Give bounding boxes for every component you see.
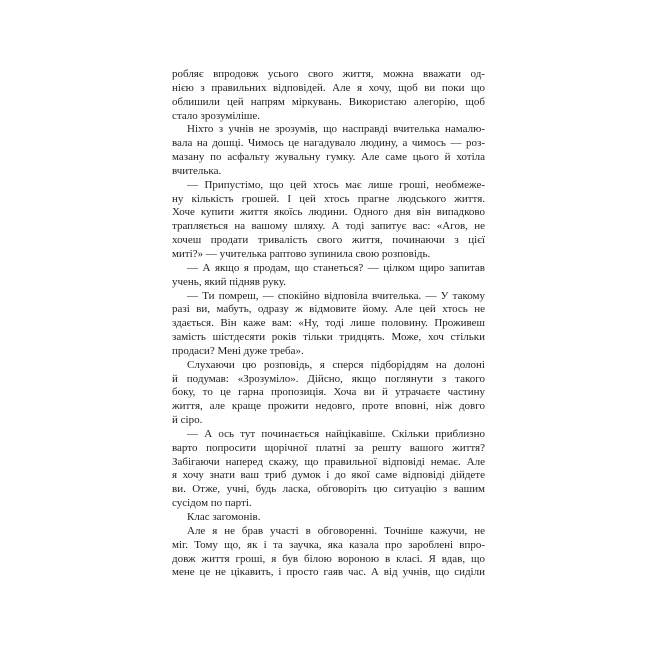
text-line: сусідом по парті.	[172, 497, 252, 510]
text-line: стало зрозуміліше.	[172, 109, 261, 122]
text-line: мене це не цікавить, і просто гаяв час. А від учнів, що сиділи	[172, 566, 485, 579]
text-line: життя, але краще прожити недовго, проте вповні, ніж довго	[172, 400, 485, 413]
text-line: ви. Отже, учні, будь ласка, обговоріть цю ситуацію з вашим	[172, 483, 485, 496]
text-line: продаси? Мені дуже треба».	[172, 344, 304, 357]
text-line: робляє впродовж усього свого життя, можна вважати од-	[172, 68, 485, 80]
text-line: Клас загомонів.	[187, 511, 261, 523]
text-line: мазану по асфальту жувальну гумку. Але саме цього й хотіла	[172, 151, 485, 164]
text-line: Хоче купити життя якоїсь людини. Одного дня він випадково	[172, 206, 485, 219]
text-line: — Припустімо, що цей хтось має лише гроші, необмеже-	[187, 178, 485, 191]
text-line: Ніхто з учнів не зрозумів, що насправді вчителька намалю-	[187, 123, 485, 136]
text-line: облишили цей напрям міркувань. Використаю алегорію, щоб	[172, 95, 485, 108]
text-line: я хочу знати ваш триб думок і до якої саме відповіді дійдете	[172, 469, 485, 482]
text-line: хочеш продати тривалість свого життя, починаючи з цієї	[172, 234, 485, 247]
text-line: міг. Тому що, як і та заучка, яка казала про зароблені впро-	[172, 538, 485, 551]
text-line: вчителька.	[172, 164, 222, 177]
text-line: Слухаючи цю розповідь, я сперся підборіддям на долоні	[187, 358, 485, 371]
text-block	[172, 68, 485, 580]
text-line: — А ось тут починається найцікавіше. Скільки приблизно	[187, 427, 485, 440]
text-line: разі ви, мабуть, одразу ж відмовите йому. Але цей хтось не	[172, 303, 485, 316]
text-line: ну кількість грошей. І цей хтось прагне людського життя.	[172, 192, 485, 205]
text-line: вала на дошці. Чимось це нагадувало людину, а чимось — роз-	[172, 137, 485, 150]
text-line: трапляється на вашому шляху. А тоді запитує вас: «Агов, не	[172, 220, 485, 233]
text-line: учень, який підняв руку.	[172, 275, 286, 288]
text-line: — А якщо я продам, що станеться? — цілком щиро запитав	[187, 261, 485, 274]
text-line: варто попросити щорічної платні за решту вашого життя?	[172, 441, 485, 454]
text-line: миті?» — учителька раптово зупинила свою розповідь.	[172, 247, 431, 260]
text-line: довж життя гроші, я був білою вороною в класі. Я вдав, що	[172, 552, 485, 565]
text-line: замість шістдесяти років тільки тридцять. Може, хоч стільки	[172, 331, 485, 344]
text-line: здається. Він каже вам: «Ну, тоді лише половину. Проживеш	[172, 317, 485, 330]
text-line: боку, то це гарна пропозиція. Хоча ви й утрачаєте частину	[172, 386, 485, 399]
text-line: й сіро.	[172, 414, 203, 427]
text-line: й подумав: «Зрозуміло». Дійсно, якщо поглянути з такого	[172, 372, 485, 385]
text-line: Забігаючи наперед скажу, що правильної відповіді немає. Але	[172, 455, 485, 468]
text-line: Але я не брав участі в обговоренні. Точніше кажучи, не	[187, 524, 485, 537]
text-line: — Ти помреш, — спокійно відповіла вчителька. — У такому	[187, 289, 485, 302]
text-line: нією з правильних відповідей. Але я хочу, щоб ви поки що	[172, 81, 485, 94]
